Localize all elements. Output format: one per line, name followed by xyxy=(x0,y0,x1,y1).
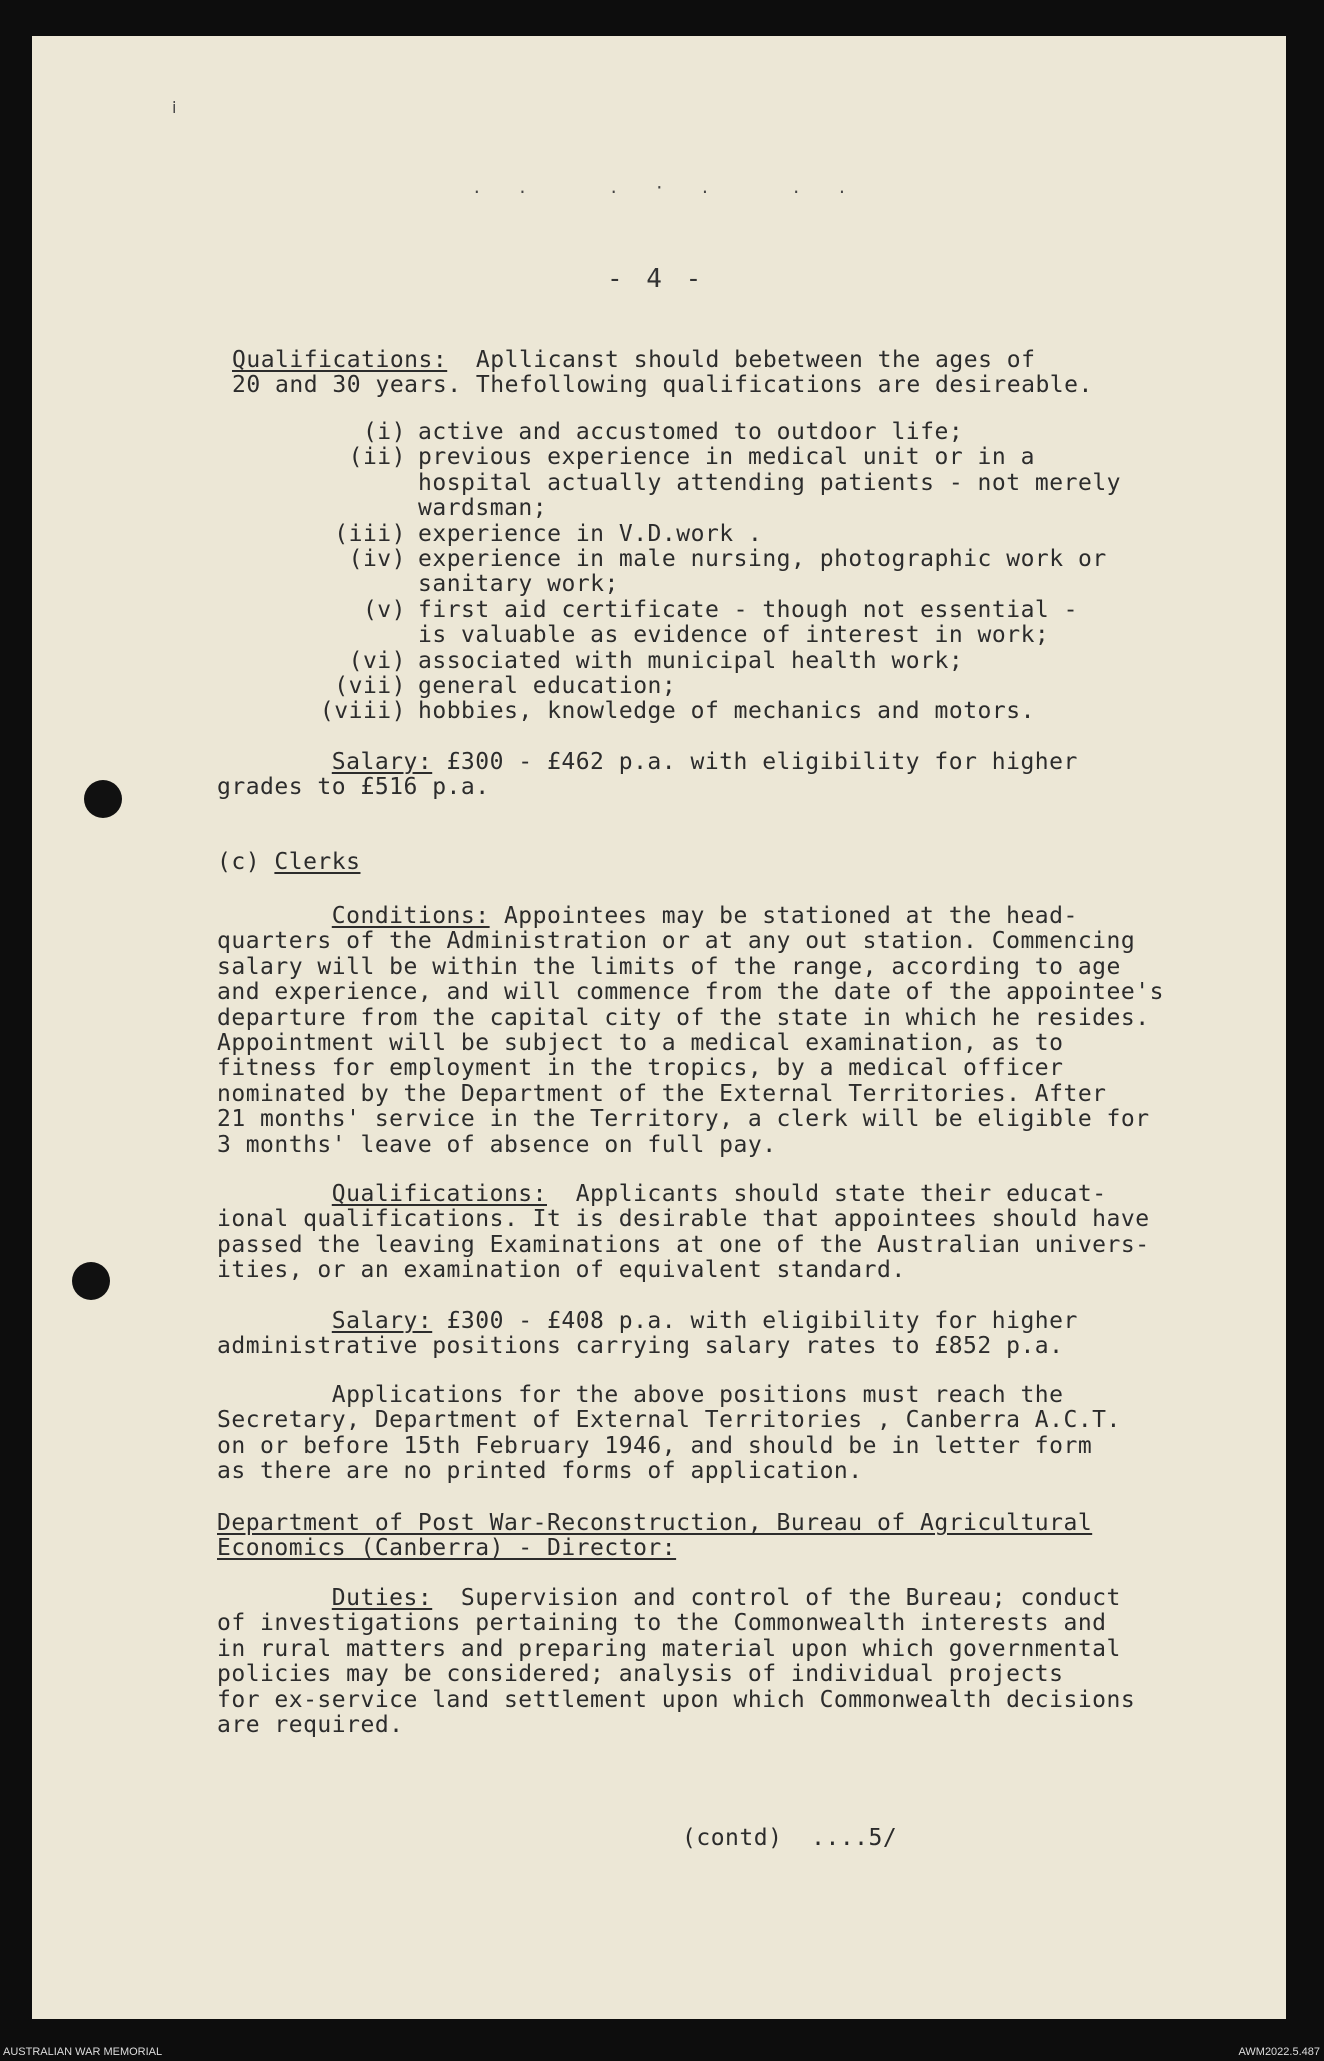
list-item-continuation: wardsman; xyxy=(418,495,548,522)
footer-reference: AWM2022.5.487 xyxy=(1238,2046,1320,2058)
salary-paragraph: Salary: £300 - £462 p.a. with eligibility for higher grades to £516 p.a. xyxy=(217,749,1078,801)
list-item: (iv) experience in male nursing, photographic work or xyxy=(348,546,1107,573)
list-item: (ii) previous experience in medical unit or in a xyxy=(348,444,1035,471)
salary-heading: Salary: xyxy=(331,1308,433,1334)
qualifications-paragraph: Qualifications: Apllicanst should bebetween the ages of 20 and 30 years. Thefollowing qualifications are desireable. xyxy=(232,347,1093,399)
list-item-continuation: is valuable as evidence of interest in work; xyxy=(418,622,1050,649)
salary-heading: Salary: xyxy=(331,749,433,775)
continuation-note: (contd) ....5/ xyxy=(682,1825,898,1851)
applications-paragraph: Applications for the above positions must reach the Secretary, Department of External Territories , Canberra A.C.T. on or before 15th February 1946, and should be in letter form as there are no printed forms of application. xyxy=(217,1382,1121,1485)
qualifications-heading: Qualifications: xyxy=(232,347,448,373)
list-item: (i) active and accustomed to outdoor life; xyxy=(362,419,964,445)
duties-paragraph: Duties: Supervision and control of the Bureau; conduct of investigations pertaining to the Commonwealth interests and in rural matters and preparing material upon which governmental policies may be considered; analysis of individual projects for ex-service land settlement upon which Commonwealth decisions are required. xyxy=(217,1585,1136,1739)
punch-hole-top xyxy=(84,780,122,818)
list-item: (iii) experience in V.D.work . xyxy=(334,520,763,547)
list-item-continuation: hospital actually attending patients - not merely xyxy=(418,469,1122,496)
list-item: (viii) hobbies, knowledge of mechanics and motors. xyxy=(319,698,1035,725)
paper-mark: ⅰ xyxy=(172,98,177,117)
clerk-salary-paragraph: Salary: £300 - £408 p.a. with eligibility for higher administrative positions carrying salary rates to £852 p.a. xyxy=(217,1308,1078,1360)
list-item: (vii) general education; xyxy=(334,673,677,700)
document-page xyxy=(32,36,1286,2019)
paper-dots: .. .·. .. xyxy=(472,178,883,197)
duties-heading: Duties: xyxy=(331,1585,433,1611)
qualifications-list xyxy=(302,420,1202,725)
clerks-heading: (c) Clerks xyxy=(217,849,361,875)
conditions-heading: Conditions: xyxy=(331,903,490,929)
list-item: (v) first aid certificate - though not essential - xyxy=(362,596,1078,623)
list-item-continuation: sanitary work; xyxy=(418,571,619,598)
list-item: (vi) associated with municipal health work; xyxy=(348,647,964,674)
clerk-qualifications-paragraph: Qualifications: Applicants should state their educat- ional qualifications. It is desirable that appointees should have passed the leaving Examinations at one of the Australian univers- ities, or an examination of equivalent standard. xyxy=(217,1181,1150,1284)
department-heading: Department of Post War-Reconstruction, Bureau of Agricultural Economics (Canberra) - Director: xyxy=(217,1510,1093,1562)
page-number: - 4 - xyxy=(607,264,706,294)
footer-source: AUSTRALIAN WAR MEMORIAL xyxy=(3,2046,163,2058)
qualifications-heading: Qualifications: xyxy=(331,1181,547,1207)
punch-hole-bottom xyxy=(72,1262,110,1300)
conditions-paragraph: Conditions: Appointees may be stationed at the head- quarters of the Administration or at any out station. Commencing salary will be within the limits of the range, according to age and experience, and will commence from the date of the appointee's departure from the capital city of the state in which he resides. Appointment will be subject to a medical examination, as to fitness for employment in the tropics, by a medical officer nominated by the Department of the External Territories. After 21 months' service in the Territory, a clerk will be eligible for 3 months' leave of absence on full pay. xyxy=(217,903,1164,1158)
